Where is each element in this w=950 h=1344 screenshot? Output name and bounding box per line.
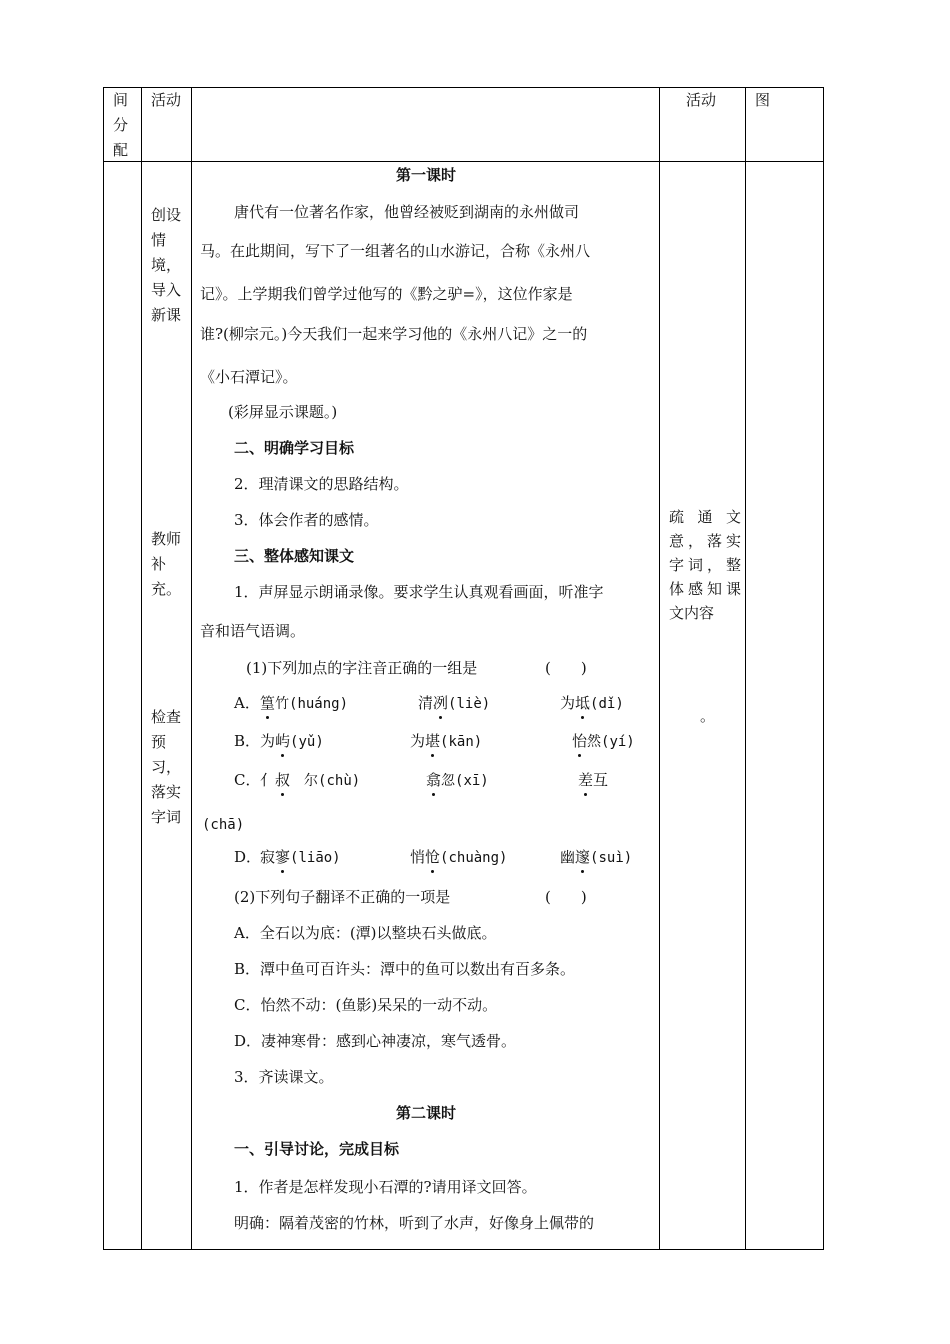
section2-heading: 二、明确学习目标 [234, 439, 355, 457]
note-period: 。 [700, 707, 716, 725]
q2-option-d: D．凄神寒骨：感到心神凄凉，寒气透骨。 [234, 1032, 517, 1050]
q1-a-item1: 篁竹(huáng) [260, 694, 349, 712]
lesson2-answer: 明确：隔着茂密的竹林，听到了水声，好像身上佩带的 [234, 1214, 595, 1232]
q1-b-item1: 为屿(yǔ) [260, 732, 324, 750]
lesson1-title: 第一课时 [395, 166, 456, 184]
q1-a-item3: 为坻(dǐ) [560, 694, 624, 712]
q1-c-item2: 翕忽(xī) [426, 771, 489, 789]
q1-d-item2: 悄怆(chuàng) [410, 848, 508, 866]
header-activity: 活动 [151, 91, 182, 109]
activity-intro: 创设情境，导入新课 [151, 206, 182, 324]
q1-b-item2: 为堪(kān) [410, 732, 483, 750]
step1-line-1: 1．声屏显示朗诵录像。要求学生认真观看画面，听准字 [234, 583, 604, 601]
activity-teacher-supplement: 教师补充。 [151, 530, 182, 598]
display-title-note: (彩屏显示课题。) [228, 403, 338, 421]
q1-d-item1: 寂寥(liāo) [260, 848, 341, 866]
header-activity-2: 活动 [686, 91, 717, 109]
q2-stem: (2)下列句子翻译不正确的一项是 [234, 888, 451, 906]
q1-c-item1: 亻叔 尔(chù) [260, 771, 361, 789]
q1-option-c [234, 769, 652, 791]
q2-option-a: A．全石以为底：(潭)以整块石头做底。 [234, 924, 497, 942]
col-divider-3 [659, 87, 660, 1250]
table-left-border [103, 87, 104, 1250]
q2-paren: ( ) [545, 888, 587, 906]
q2-option-c: C．怡然不动：(鱼影)呆呆的一动不动。 [234, 996, 498, 1014]
section3-heading: 三、整体感知课文 [234, 547, 355, 565]
step1-line-2: 音和语气语调。 [200, 622, 306, 640]
activity-preview-check: 检查预习，落实字词 [151, 708, 182, 826]
q1-option-c-wrap: (chā) [202, 817, 245, 833]
q1-option-b [234, 730, 652, 752]
goal-2: 2．理清课文的思路结构。 [234, 475, 409, 493]
q1-option-d [234, 846, 652, 868]
lesson2-title: 第二课时 [395, 1104, 456, 1122]
q1-stem: (1)下列加点的字注音正确的一组是 [246, 659, 478, 677]
q1-b-item3: 怡然(yí) [572, 732, 635, 750]
col-divider-2 [191, 87, 192, 1250]
header-diagram: 图 [755, 91, 771, 109]
q1-c-item3: 差互 [578, 771, 609, 789]
table-right-border [823, 87, 824, 1250]
q1-option-a [234, 692, 652, 714]
q1-a-item2: 清冽(liè) [418, 694, 491, 712]
q1-d-label: D． [234, 848, 262, 866]
q1-paren: ( ) [545, 659, 587, 677]
intro-line-2: 马。在此期间，写下了一组著名的山水游记，合称《永州八 [200, 242, 591, 260]
header-time-allocation: 间分配 [113, 91, 129, 159]
col-divider-4 [745, 87, 746, 1250]
goal-3: 3．体会作者的感情。 [234, 511, 379, 529]
note-objectives: 疏通文意，落实字词，整体感知课文内容 [669, 508, 741, 622]
col-divider-1 [141, 87, 142, 1250]
intro-line-5: 《小石潭记》。 [200, 368, 298, 386]
intro-line-3: 记》。上学期我们曾学过他写的《黔之驴=》，这位作家是 [200, 285, 573, 303]
q1-a-label: A． [234, 694, 260, 712]
intro-line-1: 唐代有一位著名作家，他曾经被贬到湖南的永州做司 [234, 203, 580, 221]
lesson2-heading: 一、引导讨论，完成目标 [234, 1140, 400, 1158]
q1-b-label: B． [234, 732, 261, 750]
step3-read-aloud: 3．齐读课文。 [234, 1068, 334, 1086]
q2-option-b: B．潭中鱼可百许头：潭中的鱼可以数出有百多条。 [234, 960, 576, 978]
lesson2-question-1: 1．作者是怎样发现小石潭的?请用译文回答。 [234, 1178, 537, 1196]
table-bottom-border [103, 1249, 824, 1250]
q1-d-item3: 幽邃(suì) [560, 848, 633, 866]
q1-c-label: C． [234, 771, 261, 789]
lesson-content [200, 0, 652, 1249]
intro-line-4: 谁?(柳宗元。)今天我们一起来学习他的《永州八记》之一的 [200, 325, 588, 343]
